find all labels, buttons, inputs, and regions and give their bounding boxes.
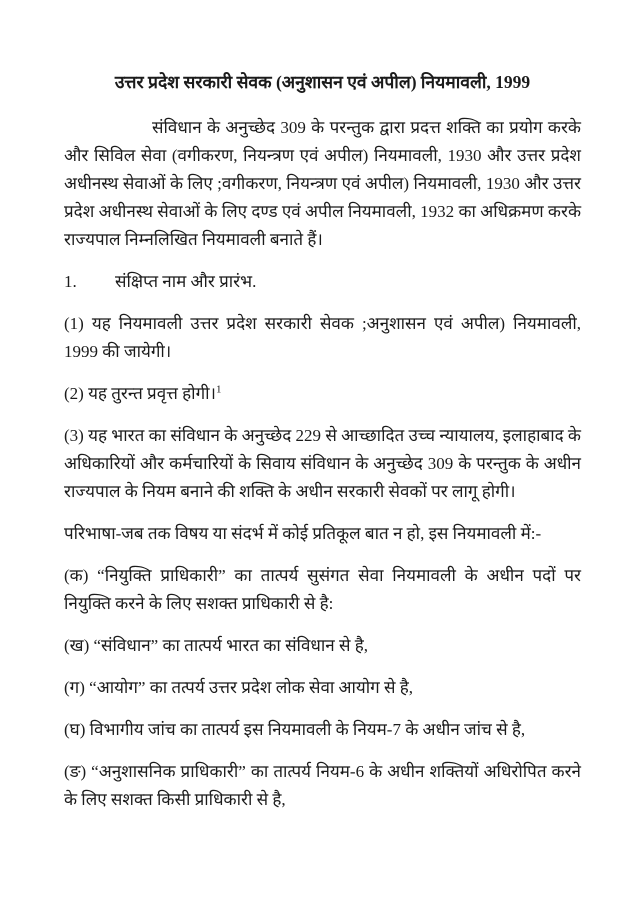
- document-title: उत्तर प्रदेश सरकारी सेवक (अनुशासन एवं अपील) नियमावली, 1999: [114, 72, 531, 92]
- definition-item-kha: (ख) “संविधान” का तात्पर्य भारत का संविधान से है,: [64, 636, 368, 655]
- rule-1-clause-1: (1) यह नियमावली उत्तर प्रदेश सरकारी सेवक ;अनुशासन एवं अपील) नियमावली, 1999 की जायेगी।: [64, 314, 581, 361]
- rule-1-clause-3: (3) यह भारत का संविधान के अनुच्छेद 229 से आच्छादित उच्च न्यायालय, इलाहाबाद के अधिकारियों और कर्मचारियों के सिवाय संविधान के अनुच्छेद 309 के परन्तुक के अधीन राज्यपाल के नियम बनाने की शक्ति के अधीन सरकारी सेवकों पर लागू होगी।: [64, 426, 581, 501]
- rule-1-heading: [64, 268, 581, 296]
- footnote-marker-1: 1: [216, 383, 222, 396]
- preamble-paragraph: संविधान के अनुच्छेद 309 के परन्तुक द्वारा प्रदत्त शक्ति का प्रयोग करके और सिविल सेवा (वगीकरण, नियन्त्रण एवं अपील) नियमावली, 1930 और उत्तर प्रदेश अधीनस्थ सेवाओं के लिए ;वगीकरण, नियन्त्रण एवं अपील) नियमावली, 1930 और उत्तर प्रदेश अधीनस्थ सेवाओं के लिए दण्ड एवं अपील नियमावली, 1932 का अधिक्रमण करके राज्यपाल निम्नलिखित नियमावली बनाते हैं।: [64, 118, 581, 249]
- definition-item-gha: (घ) विभागीय जांच का तात्पर्य इस नियमावली के नियम-7 के अधीन जांच से है,: [64, 720, 526, 739]
- rule-1-clause-2: [64, 380, 581, 408]
- rule-1-number: 1.: [64, 272, 77, 291]
- definition-item-ka: (क) “नियुक्ति प्राधिकारी” का तात्पर्य सुसंगत सेवा नियमावली के अधीन पदों पर नियुक्ति करने के लिए सशक्त प्राधिकारी से है:: [64, 566, 581, 613]
- definition-item-nga: (ङ) “अनुशासनिक प्राधिकारी” का तात्पर्य नियम-6 के अधीन शक्तियों अधिरोपित करने के लिए सशक्त किसी प्राधिकारी से है,: [64, 762, 581, 809]
- definition-item-ga: (ग) “आयोग” का तत्पर्य उत्तर प्रदेश लोक सेवा आयोग से है,: [64, 678, 414, 697]
- rule-1-heading-text: संक्षिप्त नाम और प्रारंभ.: [115, 272, 257, 291]
- rule-1-clause-2-text: (2) यह तुरन्त प्रवृत्त होगी।: [64, 384, 216, 403]
- definitions-intro: परिभाषा-जब तक विषय या संदर्भ में कोई प्रतिकूल बात न हो, इस नियमावली में:-: [64, 524, 542, 543]
